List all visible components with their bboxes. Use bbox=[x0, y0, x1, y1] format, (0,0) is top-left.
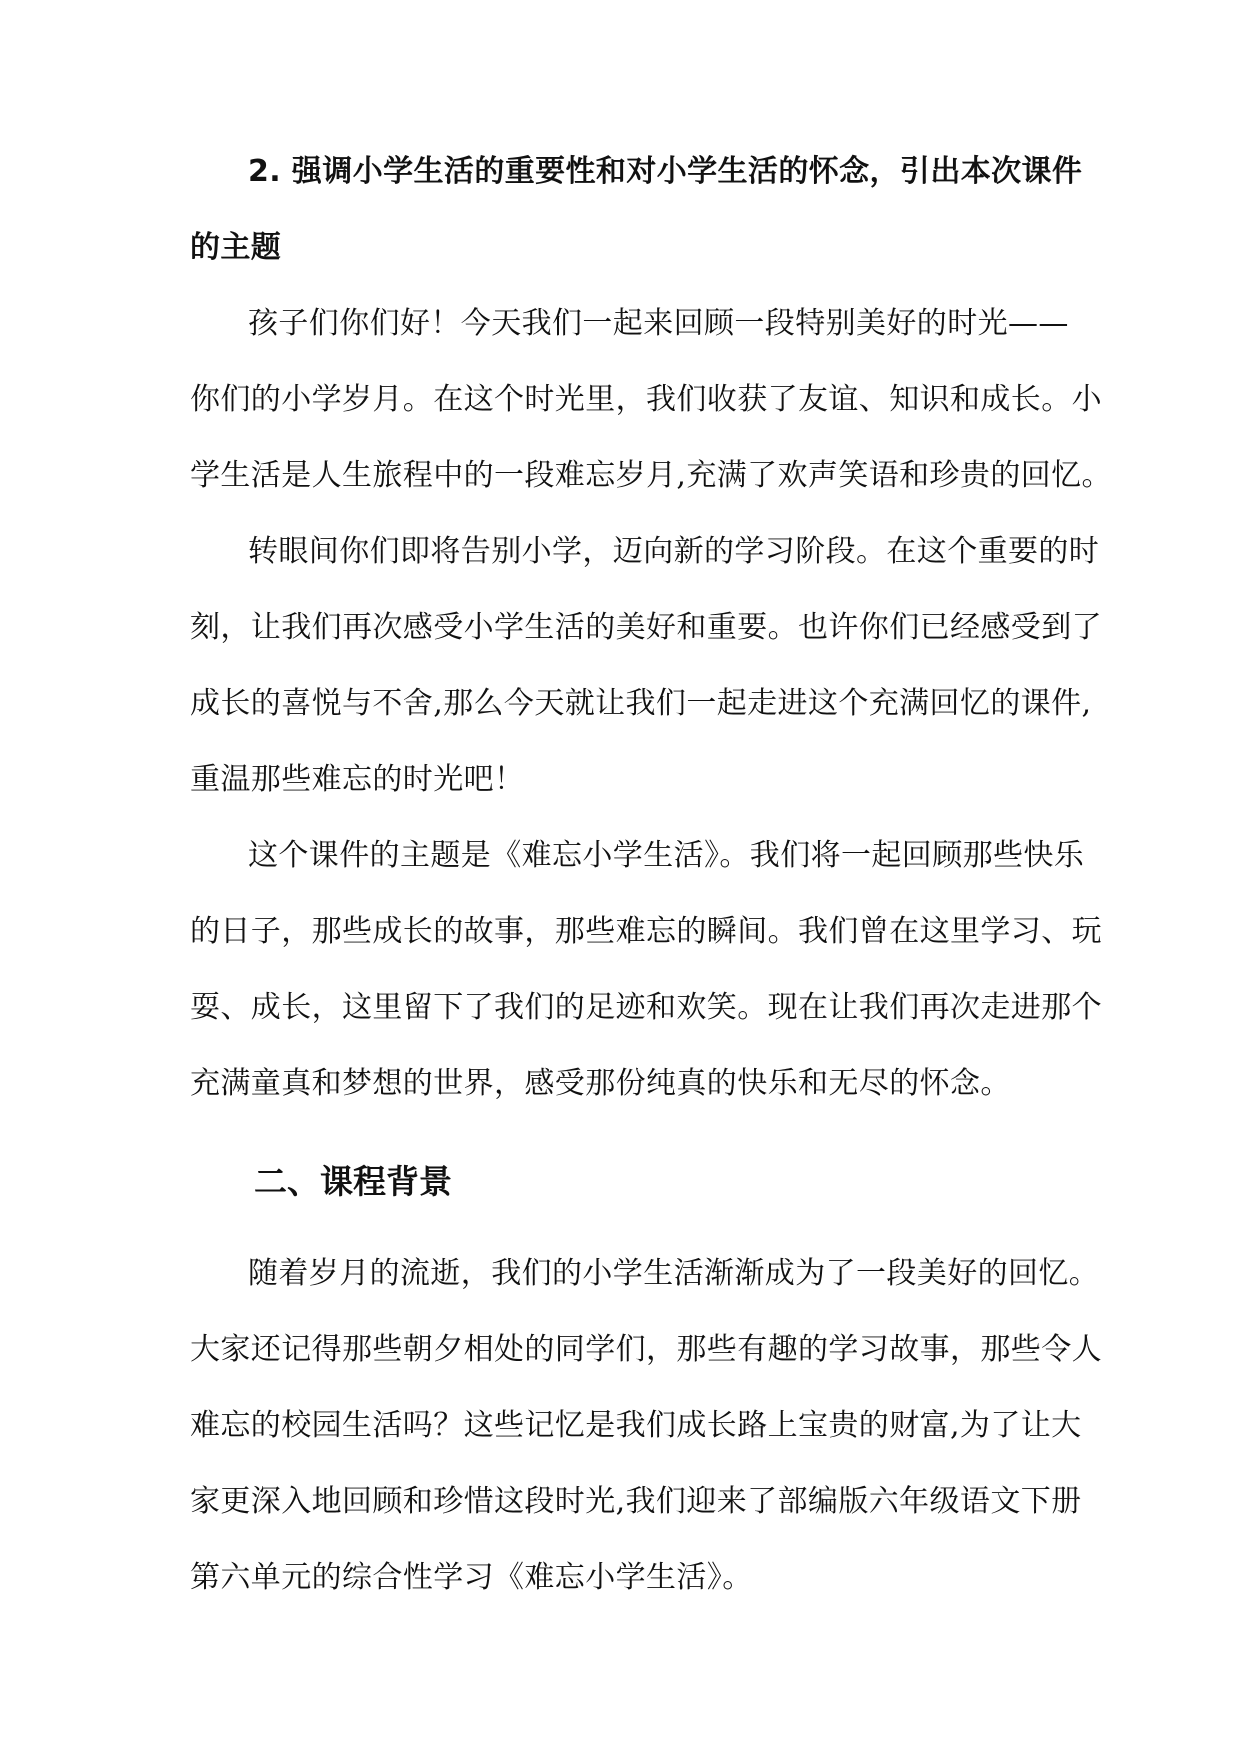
paragraph-1-line-3: 学生活是人生旅程中的一段难忘岁月,充满了欢声笑语和珍贵的回忆。 bbox=[190, 458, 1112, 493]
paragraph-3-line-3: 耍、成长，这里留下了我们的足迹和欢笑。现在让我们再次走进那个 bbox=[190, 990, 1102, 1025]
section-heading: 二、课程背景 bbox=[254, 1162, 452, 1201]
paragraph-4-line-5: 第六单元的综合性学习《难忘小学生活》。 bbox=[190, 1560, 753, 1595]
paragraph-1-line-1: 孩子们你们好！今天我们一起来回顾一段特别美好的时光—— bbox=[248, 306, 1069, 341]
paragraph-2-line-4: 重温那些难忘的时光吧！ bbox=[190, 762, 525, 797]
paragraph-4-line-4: 家更深入地回顾和珍惜这段时光,我们迎来了部编版六年级语文下册 bbox=[190, 1484, 1082, 1519]
paragraph-2-line-3: 成长的喜悦与不舍,那么今天就让我们一起走进这个充满回忆的课件, bbox=[190, 686, 1092, 721]
paragraph-4-line-1: 随着岁月的流逝，我们的小学生活渐渐成为了一段美好的回忆。 bbox=[248, 1256, 1100, 1291]
subheading-line-2: 的主题 bbox=[190, 230, 282, 265]
paragraph-1-line-2: 你们的小学岁月。在这个时光里，我们收获了友谊、知识和成长。小 bbox=[190, 382, 1102, 417]
paragraph-4-line-2: 大家还记得那些朝夕相处的同学们，那些有趣的学习故事，那些令人 bbox=[190, 1332, 1102, 1367]
paragraph-3-line-1: 这个课件的主题是《难忘小学生活》。我们将一起回顾那些快乐 bbox=[248, 838, 1085, 873]
paragraph-4-line-3: 难忘的校园生活吗？这些记忆是我们成长路上宝贵的财富,为了让大 bbox=[190, 1408, 1082, 1443]
paragraph-2-line-2: 刻，让我们再次感受小学生活的美好和重要。也许你们已经感受到了 bbox=[190, 610, 1102, 645]
paragraph-2-line-1: 转眼间你们即将告别小学，迈向新的学习阶段。在这个重要的时 bbox=[248, 534, 1100, 569]
paragraph-3-line-4: 充满童真和梦想的世界，感受那份纯真的快乐和无尽的怀念。 bbox=[190, 1066, 1011, 1101]
paragraph-3-line-2: 的日子，那些成长的故事，那些难忘的瞬间。我们曾在这里学习、玩 bbox=[190, 914, 1102, 949]
subheading-line-1: 2. 强调小学生活的重要性和对小学生活的怀念，引出本次课件 bbox=[248, 154, 1083, 189]
